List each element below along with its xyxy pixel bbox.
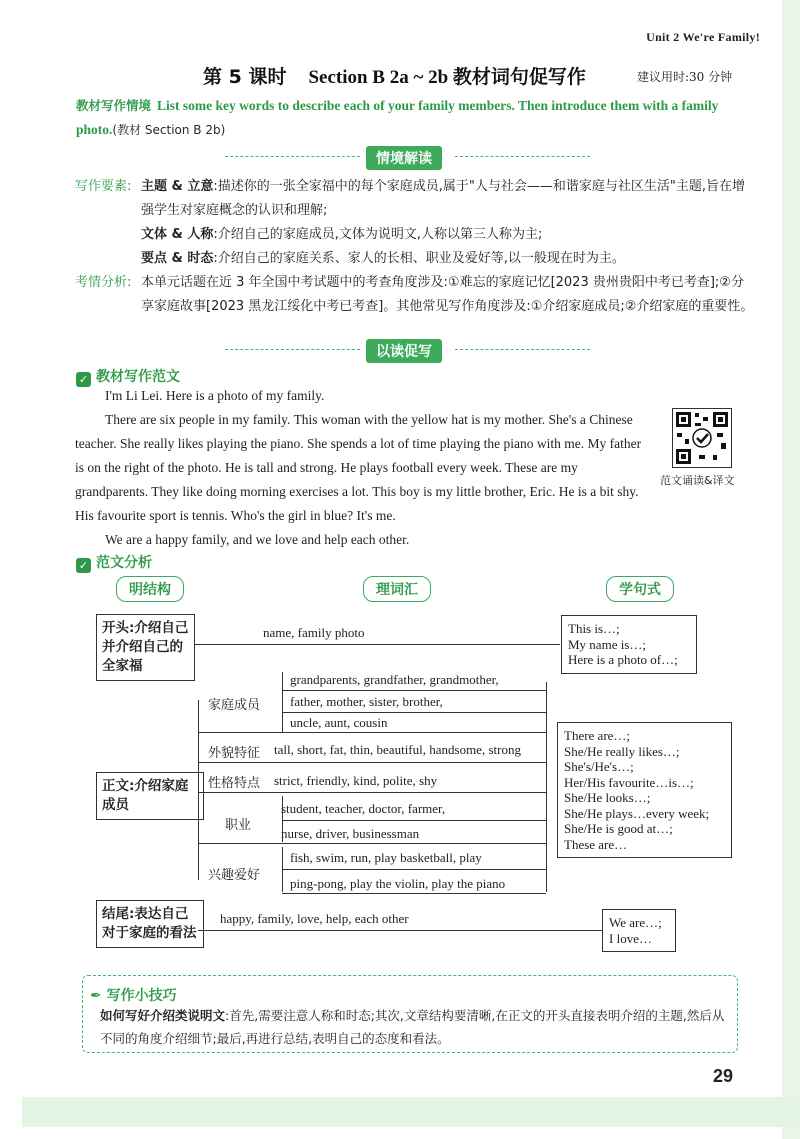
vocab-underline bbox=[282, 690, 546, 691]
pattern-line: Her/His favourite…is…; bbox=[564, 774, 694, 790]
pattern-line: I love… bbox=[609, 930, 652, 946]
req-key: :介绍自己的家庭关系、家人的长相、职业及爱好等,以一般现在时为主。 bbox=[213, 251, 625, 266]
vocab-row: nurse, driver, businessman bbox=[281, 826, 420, 841]
pattern-line: These are… bbox=[564, 836, 628, 852]
body-patterns bbox=[557, 722, 732, 858]
cat-bracket-1 bbox=[282, 672, 283, 732]
connector-ending bbox=[198, 930, 602, 931]
side-decoration-bar bbox=[782, 0, 800, 1139]
req-label: 写作要素: bbox=[75, 179, 132, 194]
tips-text: :首先,需要注意人称和时态;其次,文章结构要清晰,在正文的开头直接表明介绍的主题,然后从不同的角度介绍细节;最后,再进行总结,表明自己的态度和看法。 bbox=[100, 1008, 725, 1046]
exam-label: 考情分析: bbox=[75, 275, 132, 290]
tips-title: ✒ 写作小技巧 bbox=[90, 988, 177, 1004]
body-bracket bbox=[198, 700, 199, 880]
unit-header: Unit 2 We're Family! bbox=[646, 30, 760, 44]
exam-text: 本单元话题在近 3 年全国中考试题中的考查角度涉及:①难忘的家庭记忆[2023 贵州贵阳中考已考查];②分享家庭故事[2023 黑龙江绥化中考已考查]。其他常见写作角度涉及:①介绍家庭成员;②介绍家庭的重要性。 bbox=[141, 275, 754, 314]
col-vocabulary: 理词汇 bbox=[363, 576, 431, 602]
vocab-row: grandparents, grandfather, grandmother, bbox=[290, 672, 499, 687]
banner-divider-left-2 bbox=[225, 349, 360, 350]
pattern-line: Here is a photo of…; bbox=[568, 652, 678, 667]
task-source: (教材 Section B 2b) bbox=[112, 123, 226, 137]
pattern-line: There are…; bbox=[564, 728, 631, 743]
model-essay-title: ✓ 教材写作范文 bbox=[76, 366, 180, 387]
time-hint: 建议用时:30 分钟 bbox=[637, 70, 733, 84]
col-sentence: 学句式 bbox=[606, 576, 674, 602]
pattern-line: She/He plays…every week; bbox=[564, 805, 710, 821]
banner-divider-left bbox=[225, 156, 360, 157]
category-hobby: 兴趣爱好 bbox=[208, 868, 261, 883]
vocab-row: ping-pong, play the violin, play the piano bbox=[290, 876, 506, 891]
banner-divider-right-2 bbox=[455, 349, 590, 350]
vocab-underline bbox=[282, 893, 546, 894]
qr-code-icon[interactable] bbox=[672, 408, 732, 468]
vocab-underline bbox=[198, 792, 546, 793]
tips-body bbox=[100, 1004, 730, 1050]
pattern-line: She/He looks…; bbox=[564, 790, 651, 805]
vocab-row: tall, short, fat, thin, beautiful, handsome, strong bbox=[274, 742, 521, 757]
check-icon: ✓ bbox=[76, 558, 91, 573]
vocab-row: fish, swim, run, play basketball, play bbox=[290, 850, 482, 865]
analysis-block bbox=[75, 175, 755, 319]
vocab-underline bbox=[198, 843, 546, 844]
task-text: List some key words to describe each of your family members. Then introduce them with a family photo. bbox=[76, 98, 719, 137]
banner-divider-right bbox=[455, 156, 590, 157]
category-appearance: 外貌特征 bbox=[208, 746, 261, 761]
pattern-line: We are…; bbox=[609, 915, 662, 930]
vocab-underline bbox=[282, 869, 546, 870]
banner-context: 情境解读 bbox=[366, 146, 442, 170]
vocab-underline bbox=[282, 820, 546, 821]
req-key-label: 要点 & 时态 bbox=[141, 251, 214, 266]
lesson-number: 第 5 课时 bbox=[203, 66, 287, 88]
vocab-row: strict, friendly, kind, polite, shy bbox=[274, 773, 438, 788]
right-bracket bbox=[546, 682, 547, 892]
vocab-underline bbox=[198, 732, 546, 733]
pen-icon: ✒ bbox=[90, 988, 102, 1004]
analysis-title: ✓ 范文分析 bbox=[76, 552, 152, 573]
opening-words: name, family photo bbox=[263, 625, 365, 640]
structure-ending: 结尾:表达自己对于家庭的看法 bbox=[96, 900, 204, 948]
vocab-row: student, teacher, doctor, farmer, bbox=[281, 801, 446, 816]
qr-caption: 范文诵读&译文 bbox=[660, 474, 735, 487]
ending-patterns bbox=[602, 909, 676, 952]
essay-paragraph-3: We are a happy family, and we love and help each other. bbox=[105, 532, 410, 547]
pattern-line: She's/He's…; bbox=[564, 759, 634, 774]
req-genre: :介绍自己的家庭成员,文体为说明文,人称以第三人称为主; bbox=[213, 227, 543, 242]
vocab-underline bbox=[282, 712, 546, 713]
lesson-title bbox=[203, 62, 586, 89]
pattern-line: She/He really likes…; bbox=[564, 743, 680, 759]
category-job: 职业 bbox=[225, 818, 252, 833]
vocab-row: father, mother, sister, brother, bbox=[290, 694, 443, 709]
writing-task bbox=[76, 94, 748, 142]
tips-lead: 如何写好介绍类说明文 bbox=[100, 1008, 226, 1023]
pattern-line: This is…; bbox=[568, 621, 620, 636]
structure-body: 正文:介绍家庭成员 bbox=[96, 772, 204, 820]
req-genre-label: 文体 & 人称 bbox=[141, 227, 214, 242]
category-personality: 性格特点 bbox=[208, 776, 261, 791]
essay-paragraph-1: I'm Li Lei. Here is a photo of my family. bbox=[105, 388, 325, 403]
vocab-underline bbox=[198, 762, 546, 763]
structure-opening: 开头:介绍自己并介绍自己的全家福 bbox=[96, 614, 195, 681]
vocab-row: uncle, aunt, cousin bbox=[290, 715, 388, 730]
opening-patterns bbox=[561, 615, 697, 674]
ending-words: happy, family, love, help, each other bbox=[220, 911, 409, 926]
pattern-line: She/He is good at…; bbox=[564, 821, 673, 836]
lesson-section: Section B 2a ~ 2b 教材词句促写作 bbox=[308, 67, 586, 88]
page-number: 29 bbox=[713, 1066, 734, 1086]
req-theme-label: 主题 & 立意 bbox=[141, 179, 214, 194]
model-essay bbox=[75, 384, 747, 552]
essay-paragraph-2: There are six people in my family. This woman with the yellow hat is my mother. She's a Chinese teacher. She really likes playing the piano. She spends a lot of time playing the piano with me. My father is on the right of the photo. He is tall and strong. He plays football every week. These are my grandparents. They like doing morning exercises a lot. This boy is my little brother, Eric. He is a bit shy. His favourite sport is tennis. Who's the girl in blue? It's me. bbox=[75, 412, 642, 523]
banner-read-write: 以读促写 bbox=[366, 339, 442, 363]
category-family: 家庭成员 bbox=[208, 698, 261, 713]
col-structure: 明结构 bbox=[116, 576, 184, 602]
task-label: 教材写作情境 bbox=[76, 98, 152, 113]
pattern-line: My name is…; bbox=[568, 636, 646, 652]
connector-opening bbox=[195, 644, 560, 645]
footer-decoration-bar bbox=[22, 1097, 800, 1127]
check-icon: ✓ bbox=[76, 372, 91, 387]
req-theme: :描述你的一张全家福中的每个家庭成员,属于"人与社会——和谐家庭与社区生活"主题,旨在增强学生对家庭概念的认识和理解; bbox=[141, 179, 745, 218]
